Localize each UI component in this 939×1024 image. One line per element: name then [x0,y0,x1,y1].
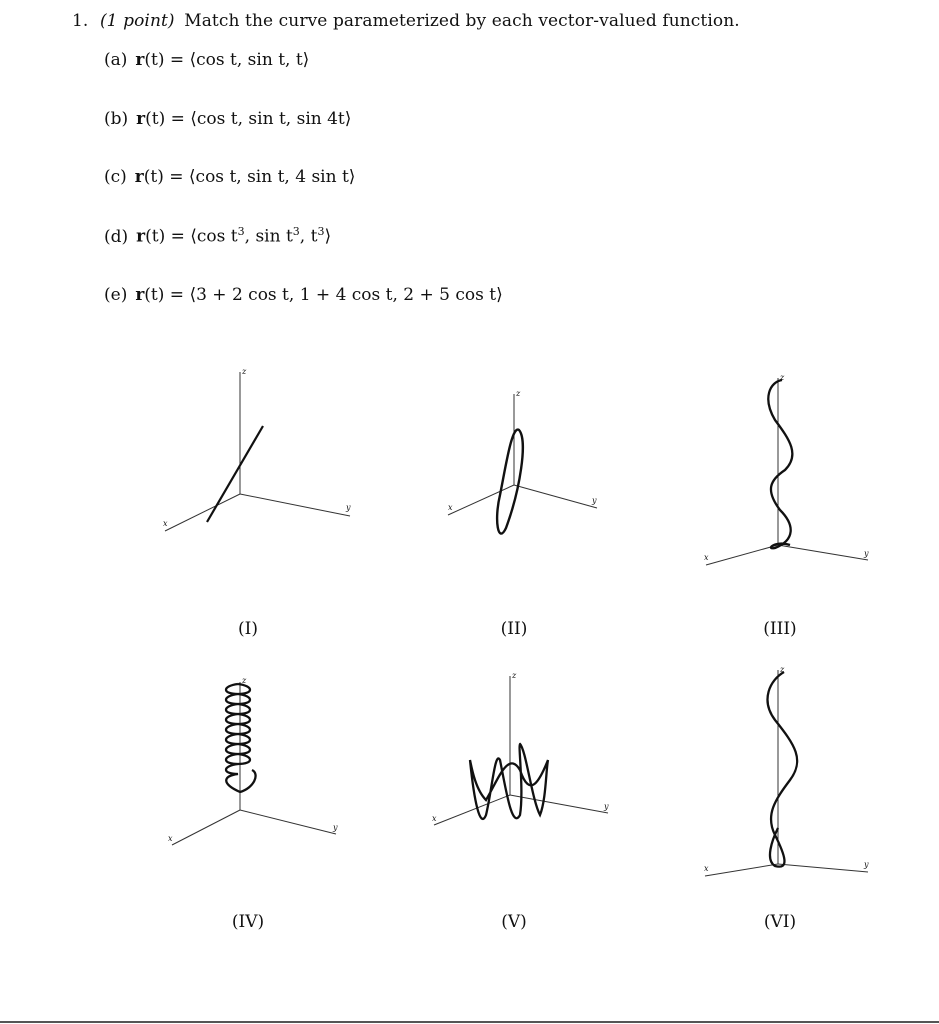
figure-caption: (II) [500,619,528,639]
axis-label-x: x [432,814,437,823]
curve [497,430,523,534]
x-axis [172,810,240,845]
figure-caption: (V) [501,912,527,932]
option-label: (a) [104,50,128,70]
axis-label-z: z [780,665,785,674]
option-rhs-exp: 3 [237,225,245,238]
option-arg: (t) = [145,226,191,247]
axis-label-x: x [448,503,453,512]
option-label: (b) [104,109,129,129]
option-arg: (t) = [143,167,189,187]
axis-label-y: y [346,503,351,512]
x-axis [448,485,514,515]
y-axis [778,545,868,560]
option-rhs: ⟨cos t, sin t, sin 4t⟩ [190,109,352,129]
axis-label-z: z [780,373,785,382]
option-rhs-part: , t [299,226,318,247]
option-rhs-exp: 3 [317,225,325,238]
y-axis [510,795,608,813]
x-axis [165,494,240,531]
figure-V [434,676,608,825]
axis-label-z: z [516,389,521,398]
curve [207,426,263,522]
axis-label-x: x [704,864,709,873]
option-rhs-part: ⟩ [324,226,332,247]
option-label: (e) [104,285,128,305]
option-rhs: ⟨cos t, sin t, t⟩ [189,50,310,70]
figure-I [165,372,350,531]
option-label: (d) [104,226,129,247]
axis-label-z: z [242,676,247,685]
axis-label-x: x [704,553,709,562]
axis-label-y: y [592,496,597,505]
curve [768,672,798,867]
curve [768,380,792,548]
curve [470,744,548,819]
option-rhs-part: ⟨cos t [190,226,238,247]
y-axis [514,485,597,508]
option-rhs: ⟨3 + 2 cos t, 1 + 4 cos t, 2 + 5 cos t⟩ [189,285,503,305]
bottom-rule [0,1021,939,1023]
figure-VI [705,670,868,876]
figure-caption: (III) [763,619,797,639]
x-axis [705,864,778,876]
figure-II [448,394,597,534]
option-rhs: ⟨cos t, sin t, 4 sin t⟩ [188,167,356,187]
option-lhs: r [136,109,146,129]
option-rhs-part: , sin t [244,226,293,247]
question-number: 1. [72,11,89,31]
option-lhs: r [134,167,144,187]
option-arg: (t) = [144,50,190,70]
option-arg: (t) = [144,285,190,305]
option-rhs-exp: 3 [292,225,300,238]
axis-label-z: z [512,671,517,680]
curve [226,684,256,792]
axis-label-x: x [163,519,168,528]
question-prompt: Match the curve parameterized by each vector-valued function. [184,11,740,31]
figure-caption: (IV) [231,912,265,932]
option-arg: (t) = [145,109,191,129]
option-lhs: r [136,226,146,247]
axis-label-y: y [864,860,869,869]
figure-IV [172,682,336,845]
option-lhs: r [135,285,145,305]
axis-label-x: x [168,834,173,843]
figure-caption: (I) [238,619,258,639]
y-axis [240,810,336,834]
y-axis [778,864,868,872]
option-lhs: r [135,50,145,70]
question-points: (1 point) [99,11,175,31]
axis-label-y: y [864,549,869,558]
axis-label-y: y [333,823,338,832]
figure-III [706,378,868,565]
figure-caption: (VI) [763,912,797,932]
x-axis [706,545,778,565]
option-label: (c) [104,167,127,187]
axis-label-z: z [242,367,247,376]
x-axis [434,795,510,825]
y-axis [240,494,350,516]
axis-label-y: y [604,802,609,811]
